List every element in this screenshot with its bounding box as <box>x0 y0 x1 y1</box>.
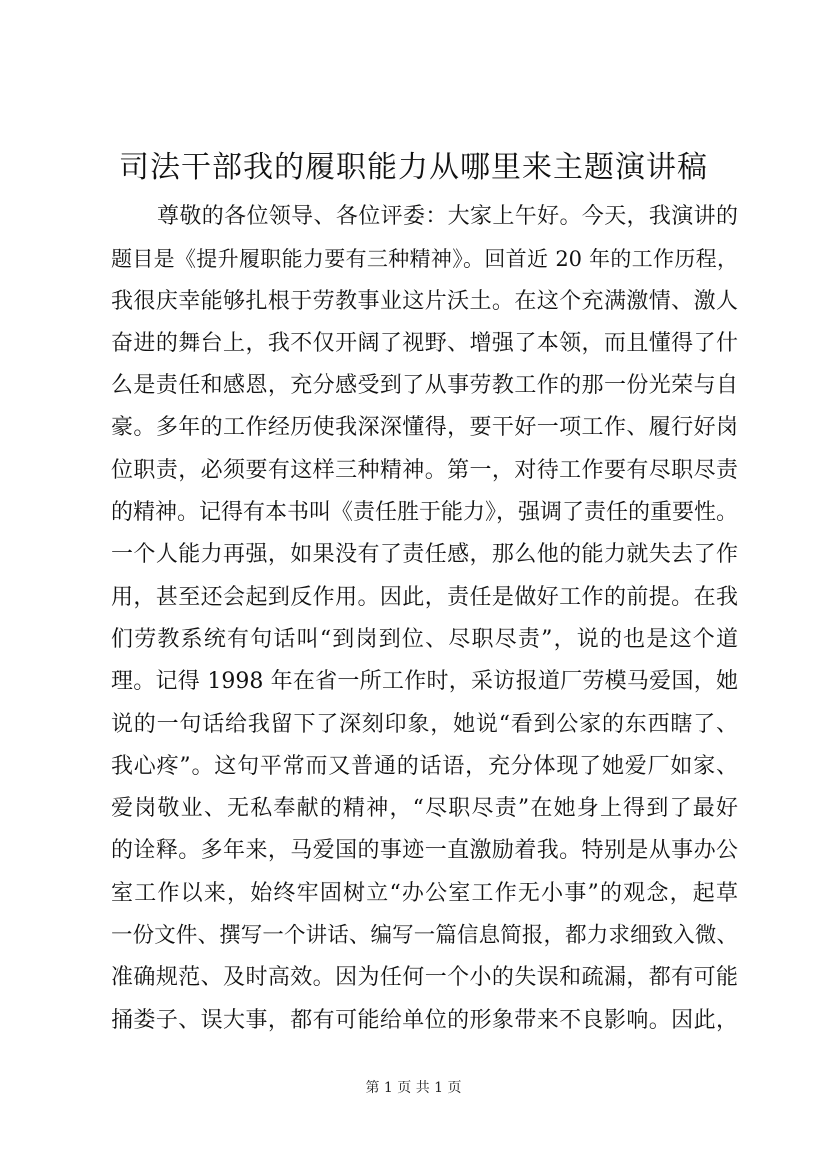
body-line: 尊敬的各位领导、各位评委：大家上午好。今天，我演讲的 <box>157 204 738 229</box>
body-line: 室工作以来，始终牢固树立“办公室工作无小事”的观念，起草 <box>111 880 738 906</box>
body-line: 么是责任和感恩，充分感受到了从事劳教工作的那一份光荣与自 <box>111 373 738 399</box>
body-line: 一个人能力再强，如果没有了责任感，那么他的能力就失去了作 <box>111 542 738 568</box>
body-line: 我心疼”。这句平常而又普通的话语，充分体现了她爱厂如家、 <box>111 753 738 779</box>
body-line: 们劳教系统有句话叫“到岗到位、尽职尽责”，说的也是这个道 <box>111 626 738 652</box>
body-line: 准确规范、及时高效。因为任何一个小的失误和疏漏，都有可能 <box>111 965 738 991</box>
document-body <box>111 196 738 1042</box>
body-line: 一份文件、撰写一个讲话、编写一篇信息简报，都力求细致入微、 <box>111 923 738 949</box>
body-line: 位职责，必须要有这样三种精神。第一，对待工作要有尽职尽责 <box>111 457 738 483</box>
body-line: 说的一句话给我留下了深刻印象，她说“看到公家的东西瞎了、 <box>111 711 738 737</box>
page-number-footer: 第 1 页 共 1 页 <box>365 1080 462 1096</box>
body-line: 的精神。记得有本书叫《责任胜于能力》，强调了责任的重要性。 <box>111 500 739 526</box>
body-line: 爱岗敬业、无私奉献的精神，“尽职尽责”在她身上得到了最好 <box>111 796 738 822</box>
body-line: 捅娄子、误大事，都有可能给单位的形象带来不良影响。因此， <box>111 1007 738 1033</box>
body-line: 用，甚至还会起到反作用。因此，责任是做好工作的前提。在我 <box>111 584 738 610</box>
body-line: 理。记得 1998 年在省一所工作时，采访报道厂劳模马爱国，她 <box>111 669 738 695</box>
body-line: 奋进的舞台上，我不仅开阔了视野、增强了本领，而且懂得了什 <box>111 330 738 356</box>
document-title: 司法干部我的履职能力从哪里来主题演讲稿 <box>119 150 708 185</box>
body-line: 豪。多年的工作经历使我深深懂得，要干好一项工作、履行好岗 <box>111 415 738 441</box>
body-line: 的诠释。多年来，马爱国的事迹一直激励着我。特别是从事办公 <box>111 838 738 864</box>
body-line: 我很庆幸能够扎根于劳教事业这片沃土。在这个充满激情、激人 <box>111 288 738 314</box>
body-line: 题目是《提升履职能力要有三种精神》。回首近 20 年的工作历程， <box>111 247 738 272</box>
